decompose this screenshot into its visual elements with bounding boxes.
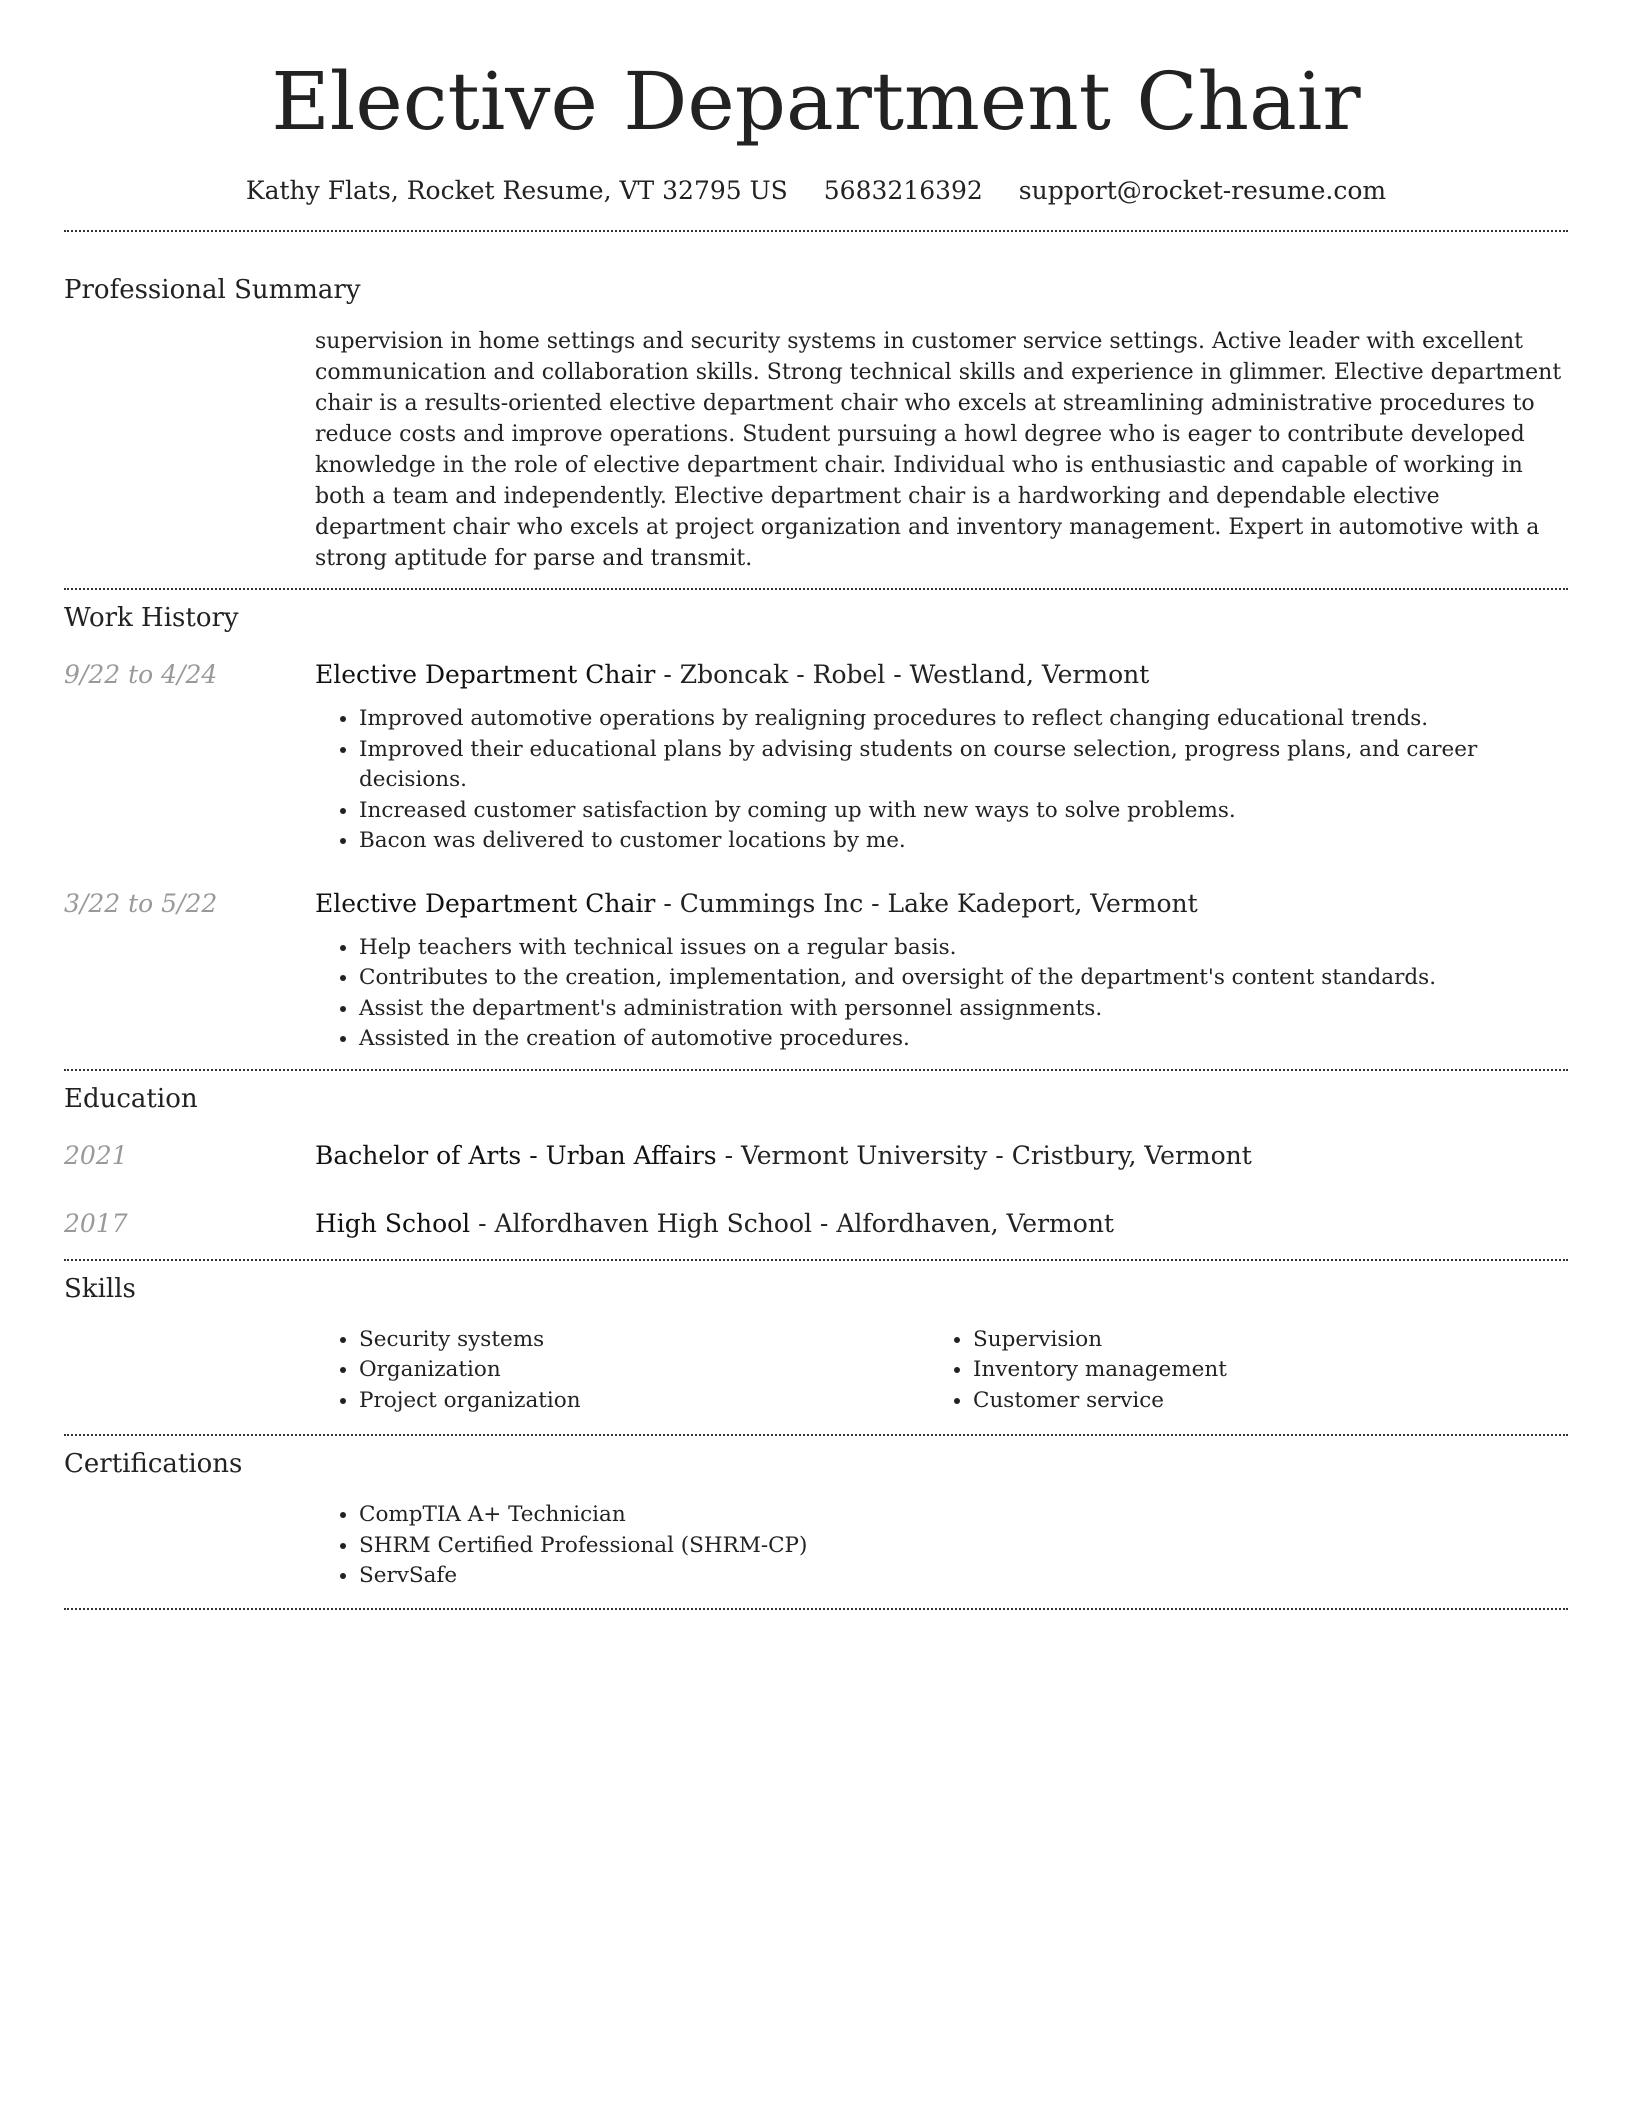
job-position: Elective Department Chair — [315, 888, 656, 918]
divider — [64, 1434, 1568, 1436]
contact-email: support@rocket-resume.com — [1018, 176, 1387, 205]
skills-grid — [315, 1325, 1568, 1417]
list-item: • Inventory management — [973, 1355, 1543, 1386]
divider — [64, 588, 1568, 590]
section-title-skills: Skills — [64, 1273, 136, 1304]
job-entry — [64, 887, 1568, 1055]
job-dates: 9/22 to 4/24 — [64, 660, 218, 689]
job-title-line — [315, 887, 1568, 921]
job-bullets — [315, 704, 1568, 857]
education-entry — [64, 1139, 1568, 1173]
job-entry — [64, 658, 1568, 857]
resume-header — [64, 0, 1568, 208]
section-title-work: Work History — [64, 603, 239, 633]
list-item: • Supervision — [973, 1325, 1543, 1356]
candidate-name: Elective Department Chair — [271, 55, 1361, 148]
list-item: • CompTIA A+ Technician — [359, 1500, 1568, 1531]
list-item: • Improved their educational plans by advising students on course selection, progress plans, and career decisions. — [359, 735, 1568, 796]
job-position: Elective Department Chair — [315, 660, 656, 689]
contact-line — [64, 174, 1568, 208]
certifications-list — [315, 1500, 1568, 1592]
job-bullets — [315, 933, 1568, 1055]
certifications-section — [64, 1446, 1568, 1592]
contact-address: Kathy Flats, Rocket Resume, VT 32795 US — [245, 176, 788, 205]
section-title-education: Education — [64, 1083, 198, 1114]
list-item: • ServSafe — [359, 1561, 1568, 1592]
job-title-line — [315, 658, 1568, 692]
summary-section — [64, 272, 1568, 574]
education-section — [64, 1081, 1568, 1241]
job-dates: 3/22 to 5/22 — [64, 888, 218, 918]
list-item: • Assisted in the creation of automotive procedures. — [359, 1024, 1568, 1055]
list-item: • Security systems — [359, 1325, 929, 1356]
education-entry — [64, 1207, 1568, 1241]
skills-section — [64, 1271, 1568, 1417]
contact-phone: 5683216392 — [823, 176, 983, 205]
job-company: - Zboncak - Robel - Westland, Vermont — [655, 660, 1150, 689]
education-school: - Vermont University - Cristbury, Vermont — [716, 1140, 1252, 1170]
work-section — [64, 600, 1568, 1055]
education-title-line — [315, 1139, 1568, 1173]
list-item: • Contributes to the creation, implementation, and oversight of the department's content standards. — [359, 963, 1568, 994]
list-item: • Improved automotive operations by realigning procedures to reflect changing educational trends. — [359, 704, 1568, 735]
list-item: • Help teachers with technical issues on a regular basis. — [359, 933, 1568, 964]
divider — [64, 1259, 1568, 1261]
skills-column — [315, 1325, 929, 1417]
section-title-certifications: Certifications — [64, 1449, 243, 1479]
education-year: 2017 — [64, 1208, 128, 1238]
divider — [64, 1069, 1568, 1071]
summary-text: supervision in home settings and security systems in customer service settings. Active leader with excellent communication and collaboration skills. Strong technical skills and experience in glimmer. Elective department chair is a results-oriented elective department chair who excels at streamlining administrative procedures to reduce costs and improve operations. Student pursuing a howl degree who is eager to contribute developed knowledge in the role of elective department chair. Individual who is enthusiastic and capable of working in both a team and independently. Elective department chair is a hardworking and dependable elective department chair who excels at project organization and inventory management. Expert in automotive with a strong aptitude for parse and transmit. — [315, 329, 1562, 571]
divider — [64, 230, 1568, 232]
list-item: • Customer service — [973, 1386, 1543, 1417]
list-item: • Organization — [359, 1355, 929, 1386]
list-item: • Assist the department's administration with personnel assignments. — [359, 994, 1568, 1025]
section-title-summary: Professional Summary — [64, 275, 361, 305]
list-item: • SHRM Certified Professional (SHRM-CP) — [359, 1531, 1568, 1562]
list-item: • Increased customer satisfaction by coming up with new ways to solve problems. — [359, 796, 1568, 827]
divider — [64, 1608, 1568, 1610]
education-degree: Bachelor of Arts - Urban Affairs — [315, 1140, 717, 1170]
education-school: - Alfordhaven High School - Alfordhaven, Vermont — [470, 1208, 1114, 1238]
education-title-line — [315, 1207, 1568, 1241]
list-item: • Bacon was delivered to customer locations by me. — [359, 826, 1568, 857]
education-degree: High School — [315, 1208, 471, 1238]
list-item: • Project organization — [359, 1386, 929, 1417]
skills-column — [929, 1325, 1543, 1417]
job-company: - Cummings Inc - Lake Kadeport, Vermont — [655, 888, 1198, 918]
education-year: 2021 — [64, 1140, 128, 1170]
